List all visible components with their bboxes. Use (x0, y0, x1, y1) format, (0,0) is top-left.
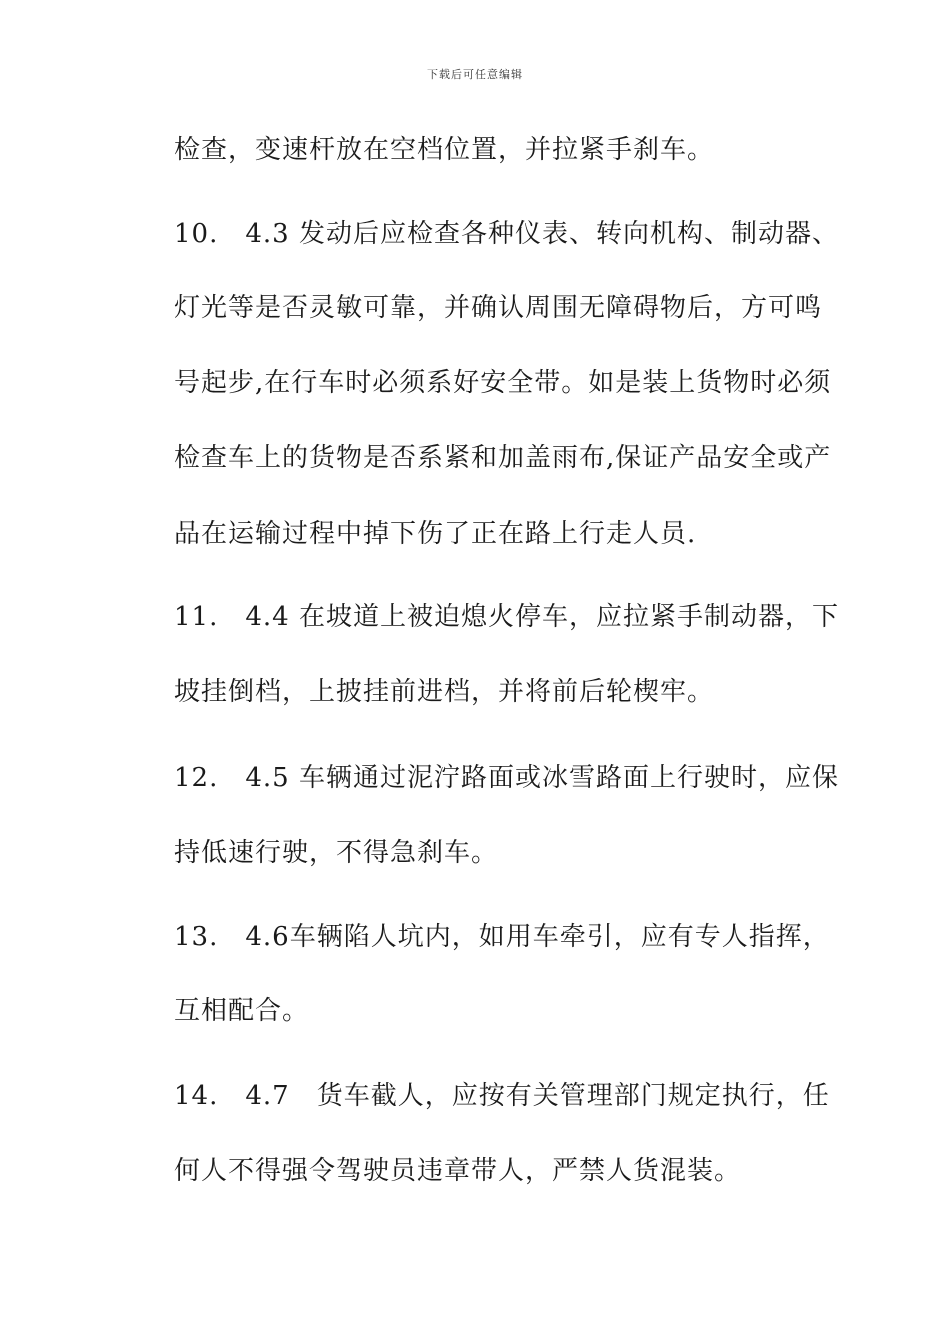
text-line: 检查车上的货物是否系紧和加盖雨布,保证产品安全或产 (174, 443, 832, 473)
text-line: 互相配合。 (174, 996, 310, 1026)
text-line: 坡挂倒档，上披挂前进档，并将前后轮楔牢。 (174, 677, 715, 707)
text-line: 持低速行驶，不得急刹车。 (174, 838, 499, 868)
text-line: 检查，变速杆放在空档位置，并拉紧手刹车。 (174, 135, 715, 165)
header-note: 下载后可任意编辑 (427, 68, 523, 81)
text-line: 10. 4.3 发动后应检查各种仪表、转向机构、制动器、 (174, 219, 839, 249)
text-line: 11. 4.4 在坡道上被迫熄火停车，应拉紧手制动器，下 (174, 602, 839, 632)
text-line: 12. 4.5 车辆通过泥泞路面或冰雪路面上行驶时，应保 (174, 763, 839, 793)
text-line: 品在运输过程中掉下伤了正在路上行走人员. (174, 519, 697, 549)
text-line: 13. 4.6车辆陷人坑内，如用车牵引，应有专人指挥， (174, 922, 830, 952)
text-line: 何人不得强令驾驶员违章带人，严禁人货混装。 (174, 1156, 742, 1186)
text-line: 14. 4.7 货车截人，应按有关管理部门规定执行，任 (174, 1081, 830, 1111)
text-line: 号起步,在行车时必须系好安全带。如是装上货物时必须 (174, 368, 832, 398)
text-line: 灯光等是否灵敏可靠，并确认周围无障碍物后，方可鸣 (174, 293, 823, 323)
